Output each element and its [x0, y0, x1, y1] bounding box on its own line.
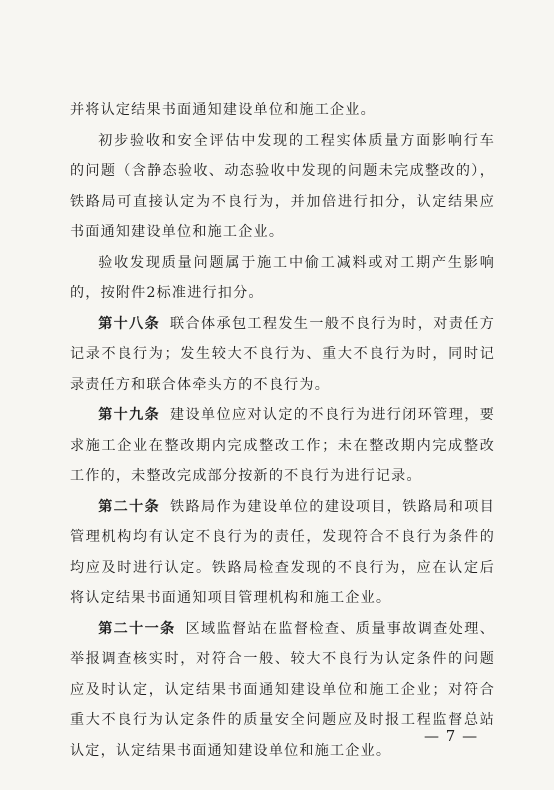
document-body	[70, 95, 495, 766]
article-18	[70, 309, 495, 401]
article-20	[70, 492, 495, 614]
article-text: 建设单位应对认定的不良行为进行闭环管理，要求施工企业在整改期内完成整改工作；未在整改期内完成整改工作的，未整改完成部分按新的不良行为进行记录。	[70, 407, 495, 484]
article-heading: 第十九条	[98, 407, 161, 423]
paragraph-text: 初步验收和安全评估中发现的工程实体质量方面影响行车的问题（含静态验收、动态验收中发现的问题未完成整改的），铁路局可直接认定为不良行为，并加倍进行扣分，认定结果应书面通知建设单位和施工企业。	[70, 132, 495, 240]
article-text: 区域监督站在监督检查、质量事故调查处理、举报调查核实时，对符合一般、较大不良行为认定条件的问题应及时认定，认定结果书面通知建设单位和施工企业；对符合重大不良行为认定条件的质量安全问题应及时报工程监督总站认定，认定结果书面通知建设单位和施工企业。	[70, 620, 496, 759]
paragraph-acceptance-quality	[70, 248, 495, 309]
article-text: 联合体承包工程发生一般不良行为时，对责任方记录不良行为；发生较大不良行为、重大不良行为时，同时记录责任方和联合体牵头方的不良行为。	[70, 315, 495, 393]
page-number: — 7 —	[424, 727, 479, 745]
paragraph-continuation	[70, 95, 495, 126]
article-19	[70, 400, 495, 492]
article-heading: 第二十条	[98, 498, 161, 515]
paragraph-text: 并将认定结果书面通知建设单位和施工企业。	[70, 102, 376, 118]
paragraph-initial-inspection	[70, 126, 495, 248]
paragraph-text: 验收发现质量问题属于施工中偷工减料或对工期产生影响的，按附件2标准进行扣分。	[70, 254, 495, 301]
article-heading: 第十八条	[98, 315, 161, 332]
article-text: 铁路局作为建设单位的建设项目，铁路局和项目管理机构均有认定不良行为的责任，发现符合不良行为条件的均应及时进行认定。铁路局检查发现的不良行为，应在认定后将认定结果书面通知项目管理机构和施工企业。	[70, 498, 495, 606]
article-heading: 第二十一条	[98, 620, 176, 637]
